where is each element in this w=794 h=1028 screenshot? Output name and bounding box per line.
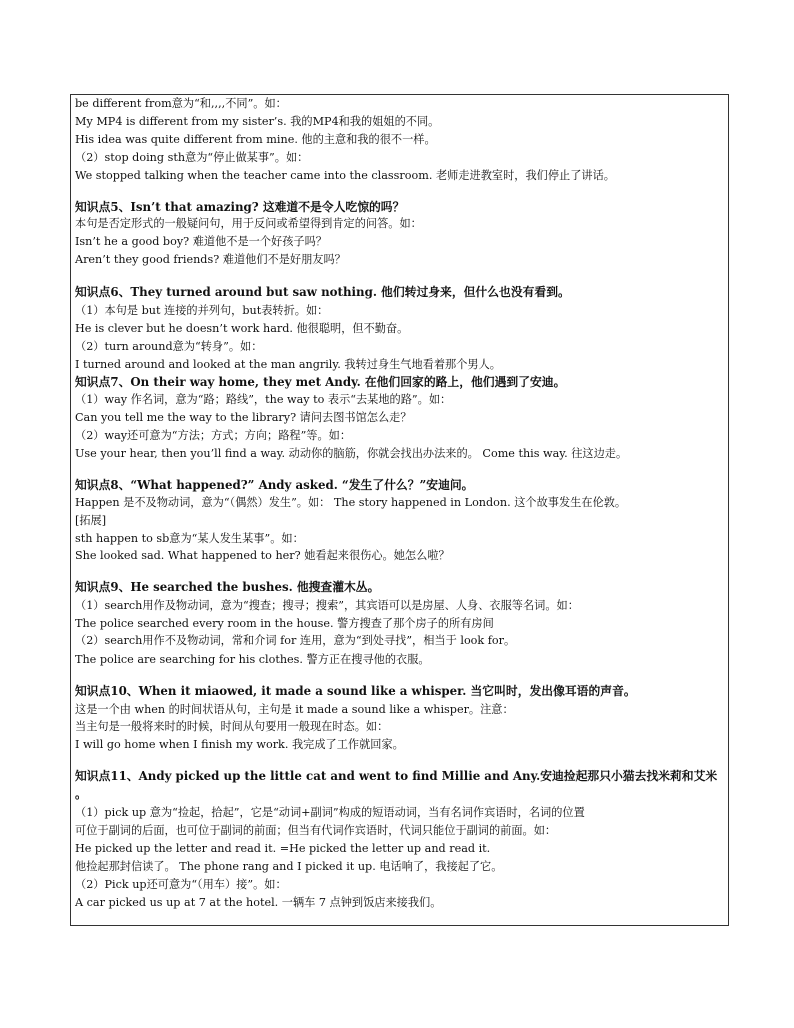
text-line: （1）way 作名词，意为“路；路线”，the way to 表示“去某地的路”。如： [75, 393, 452, 406]
text-line: [拓展] [75, 514, 107, 527]
text-line: 。 [75, 787, 87, 801]
text-line: （1）pick up 意为“捡起，拾起”，它是“动词+副词”构成的短语动词，当有名词作宾语时，名词的位置 [75, 806, 585, 819]
text-line: He picked up the letter and read it. =He picked the letter up and read it. [75, 842, 491, 855]
text-line: I turned around and looked at the man angrily. 我转过身生气地看着那个男人。 [75, 358, 501, 371]
text-line: He is clever but he doesn’t work hard. 他很聪明，但不勤奋。 [75, 322, 409, 335]
text-line: 可位于副词的后面，也可位于副词的前面；但当有代词作宾语时，代词只能位于副词的前面。如： [75, 824, 557, 837]
text-line: （1）本句是 but 连接的并列句，but表转折。如： [75, 304, 329, 317]
text-line: My MP4 is different from my sister’s. 我的MP4和我的姐姐的不同。 [75, 115, 440, 128]
text-line: Happen 是不及物动词，意为“（偶然）发生”。如： The story happened in London. 这个故事发生在伦敦。 [75, 496, 627, 509]
text-line: （2）way还可意为“方法；方式；方向；路程”等。如： [75, 429, 352, 442]
text-line: I will go home when I finish my work. 我完成了工作就回家。 [75, 738, 404, 751]
text-line: Use your hear, then you’ll find a way. 动动你的脑筋，你就会找出办法来的。 Come this way. 往这边走。 [75, 447, 628, 460]
knowledge-point-8-heading: 知识点8、“What happened?” Andy asked. “发生了什么？”安迪问。 [75, 478, 474, 492]
text-line: His idea was quite different from mine. 他的主意和我的很不一样。 [75, 133, 436, 146]
text-line: （2）Pick up还可意为“（用车）接”。如： [75, 878, 287, 891]
text-line: （2）stop doing sth意为“停止做某事”。如： [75, 151, 309, 164]
text-line: 当主句是一般将来时的时候，时间从句要用一般现在时态。如： [75, 720, 389, 733]
text-line: A car picked us up at 7 at the hotel. 一辆车 7 点钟到饭店来接我们。 [75, 896, 442, 909]
text-line: （2）turn around意为“转身”。如： [75, 340, 263, 353]
knowledge-point-6-heading: 知识点6、They turned around but saw nothing. 他们转过身来，但什么也没有看到。 [75, 285, 570, 299]
knowledge-point-5-heading: 知识点5、Isn’t that amazing? 这难道不是令人吃惊的吗？ [75, 200, 405, 214]
text-line: The police searched every room in the house. 警方搜查了那个房子的所有房间 [75, 617, 494, 630]
text-line: She looked sad. What happened to her? 她看起来很伤心。她怎么啦？ [75, 549, 450, 562]
text-line: The police are searching for his clothes. 警方正在搜寻他的衣服。 [75, 653, 430, 666]
text-line: sth happen to sb意为“某人发生某事”。如： [75, 532, 304, 545]
text-line: 这是一个由 when 的时间状语从句，主句是 it made a sound like a whisper。注意： [75, 703, 514, 716]
text-line: 他捡起那封信读了。 The phone rang and I picked it up. 电话响了，我接起了它。 [75, 860, 503, 873]
text-line: （2）search用作不及物动词，常和介词 for 连用，意为“到处寻找”，相当于 look for。 [75, 634, 516, 647]
text-line: 本句是否定形式的一般疑问句，用于反问或希望得到肯定的问答。如： [75, 217, 422, 230]
text-line: （1）search用作及物动词，意为“搜查；搜寻；搜索”，其宾语可以是房屋、人身、衣服等名词。如： [75, 599, 579, 612]
text-line: be different from意为“和,,,,不同”。如： [75, 97, 287, 110]
knowledge-point-11-heading: 知识点11、Andy picked up the little cat and went to find Millie and Any.安迪捡起那只小猫去找米莉和艾米 [75, 769, 718, 783]
text-line: Aren’t they good friends? 难道他们不是好朋友吗？ [75, 253, 346, 266]
text-line: We stopped talking when the teacher came into the classroom. 老师走进教室时，我们停止了讲话。 [75, 169, 615, 182]
text-line: Isn’t he a good boy? 难道他不是一个好孩子吗？ [75, 235, 327, 248]
knowledge-point-7-heading: 知识点7、On their way home, they met Andy. 在他们回家的路上，他们遇到了安迪。 [75, 375, 566, 389]
knowledge-point-9-heading: 知识点9、He searched the bushes. 他搜查灌木丛。 [75, 580, 380, 594]
knowledge-point-10-heading: 知识点10、When it miaowed, it made a sound like a whisper. 当它叫时，发出像耳语的声音。 [75, 684, 636, 698]
text-line: Can you tell me the way to the library? 请问去图书馆怎么走？ [75, 411, 412, 424]
